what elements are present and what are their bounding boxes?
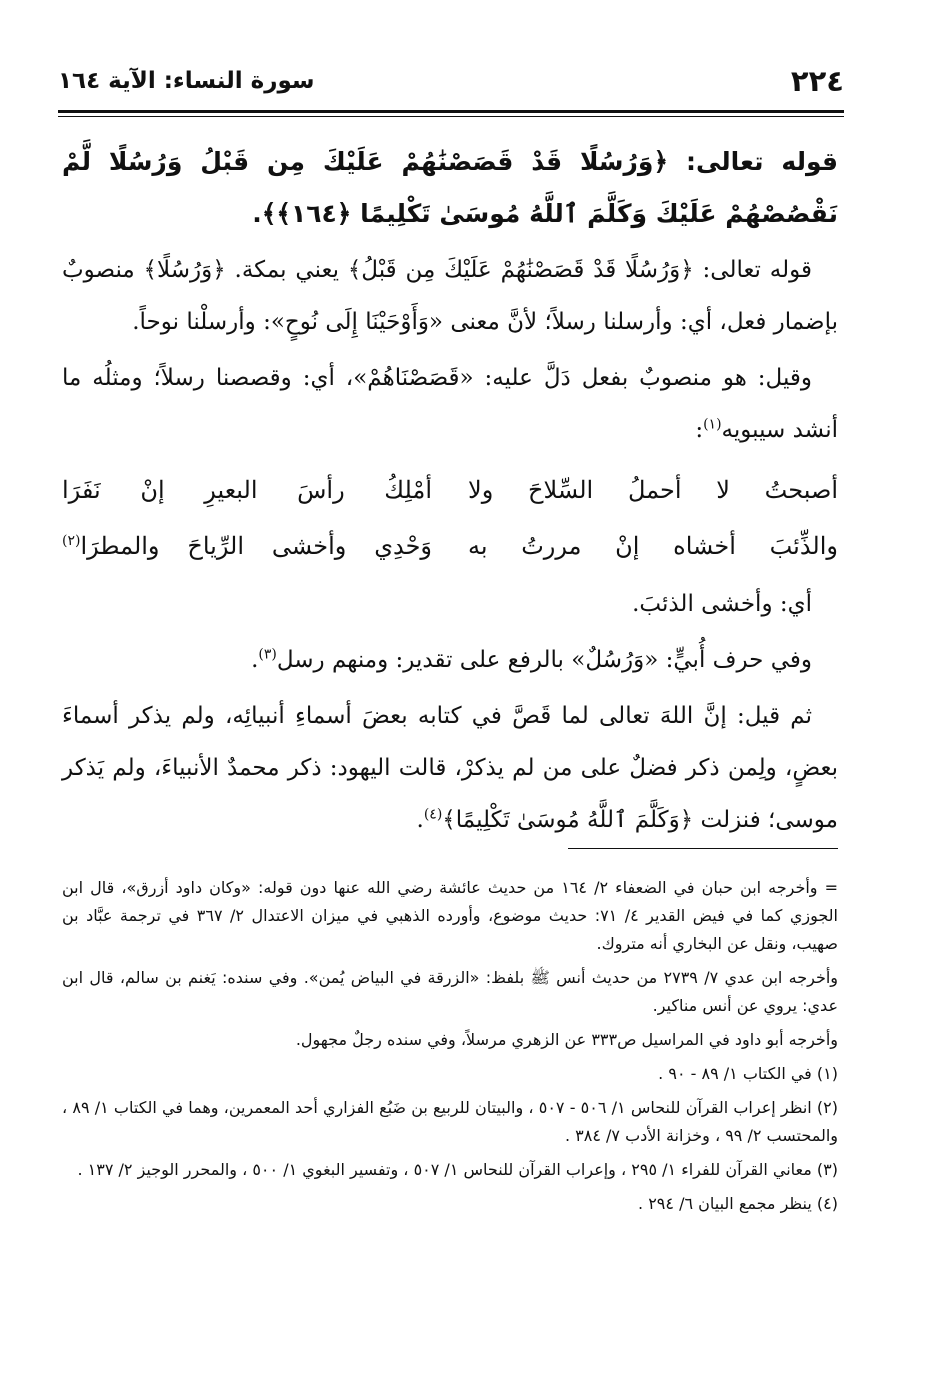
poem-line-2-second-hemistich [62,518,432,574]
paragraph-5-text: ثم قيل: إنَّ اللهَ تعالى لما قَصَّ في كتابه بعضَ أسماءِ أنبيائِه، ولم يذكر أسماءَ بعضٍ، ولِمن ذكر فضلٌ على من لم يذكرْ، قالت اليهود: ذكر محمدٌ الأنبياءَ، ولم يَذكر موسى؛ فنزلت ﴿وَكَلَّمَ ٱللَّهُ مُوسَىٰ تَكْلِيمًا﴾ [62,703,838,833]
footnote-ref-4: (٤) [423,806,443,823]
poem [62,462,838,574]
footnotes [62,874,838,1224]
paragraph-5-end: . [416,807,424,833]
footnote-continuation-3: وأخرجه أبو داود في المراسيل ص٣٣٣ عن الزهري مرسلاً، وفي سنده رجلٌ مجهول. [295,1030,838,1049]
header-rule-thin [58,116,844,117]
paragraph-3: أي: وأخشى الذئبَ. [632,591,812,617]
verse-text: ﴿وَرُسُلًا قَدْ قَصَصْنَٰهُمْ عَلَيْكَ مِن قَبْلُ وَرُسُلًا لَّمْ نَقْصُصْهُمْ عَلَيْكَ وَكَلَّمَ ٱللَّهُ مُوسَىٰ تَكْلِيمًا ﴿١٦٤﴾﴾. [62,147,838,228]
poem-line-1 [62,462,838,518]
footnote-4: (٤) ينظر مجمع البيان ٦/ ٢٩٤ . [638,1194,838,1213]
poem-line-1-first-hemistich: أصبحتُ لا أحملُ السِّلاحَ ولا [468,476,838,504]
paragraph-2-end: : [695,417,704,443]
paragraph-2-text: وقيل: هو منصوبٌ بفعل دَلَّ عليه: «قَصَصْنَاهُمْ»، أي: وقصصنا رسلاً؛ ومثلُه ما أنشد سيبويه [62,365,838,443]
running-title: سورة النساء: الآية ١٦٤ [58,68,315,94]
footnote-ref-2: (٢) [62,533,81,549]
footnote-separator [568,848,838,849]
verse-heading [62,136,838,240]
verse-intro: قوله تعالى: [668,147,838,176]
paragraph-1: قوله تعالى: ﴿وَرُسُلًا قَدْ قَصَصْنَٰهُمْ عَلَيْكَ مِن قَبْلُ﴾ يعني بمكة. ﴿وَرُسُلًا﴾ منصوبٌ بإضمار فعل، أي: وأرسلنا رسلاً؛ لأنَّ معنى «وَأَوْحَيْنَا إِلَى نُوحٍ»: وأرسلْنا نوحاً. [62,257,838,335]
page-number: ٢٢٤ [790,64,844,98]
footnote-2: (٢) انظر إعراب القرآن للنحاس ١/ ٥٠٦ - ٥٠٧ ، والبيتان للربيع بن ضَبُع الفزاري أحد المعمرين، وهما في الكتاب ١/ ٨٩ ، والمحتسب ٢/ ٩٩ ، وخزانة الأدب ٧/ ٣٨٤ . [62,1098,839,1145]
footnote-continuation-2: وأخرجه ابن عدي ٧/ ٢٧٣٩ من حديث أنس ﷺ بلفظ: «الزرقة في البياض يُمن». وفي سنده: يَغنم بن سالم، قال ابن عدي: يروي عن أنس مناكير. [62,968,839,1015]
poem-line-2 [62,518,838,574]
footnote-ref-3: (٣) [258,646,277,663]
page-header [58,64,844,104]
paragraph-4-end: . [251,647,259,673]
footnote-ref-1: (١) [703,416,722,433]
poem-line-1-second-hemistich: أمْلِكُ رأسَ البعيرِ إنْ نَفَرَا [62,476,432,504]
paragraph-5 [62,690,838,846]
poem-line-2-first-hemistich: والذِّئبَ أخشاه إنْ مررتُ به [468,532,838,560]
paragraph-4-text: وفي حرف أُبيٍّ: «وَرُسُلٌ» بالرفع على تقدير: ومنهم رسل [276,647,812,673]
poem-line-2-second-text: وَحْدِي وأخشى الرِّياحَ والمطرَا [80,532,432,560]
paragraph-2 [62,352,838,456]
main-text [62,136,838,846]
footnote-3: (٣) معاني القرآن للفراء ١/ ٢٩٥ ، وإعراب القرآن للنحاس ١/ ٥٠٧ ، وتفسير البغوي ١/ ٥٠٠ ، والمحرر الوجيز ٢/ ١٣٧ . [77,1160,838,1179]
footnote-continuation-1: = وأخرجه ابن حبان في الضعفاء ٢/ ١٦٤ من حديث عائشة رضي الله عنها دون قوله: «وكان داود أزرق»، قال ابن الجوزي كما في فيض القدير ٤/ ٧١: حديث موضوع، وأورده الذهبي في ميزان الاعتدال ٢/ ٣٦٧ في ترجمة عبَّاد بن صهيب، ونقل عن البخاري أنه متروك. [62,878,839,953]
header-rule [58,110,844,113]
paragraph-4 [62,634,838,686]
footnote-1: (١) في الكتاب ١/ ٨٩ - ٩٠ . [658,1064,838,1083]
